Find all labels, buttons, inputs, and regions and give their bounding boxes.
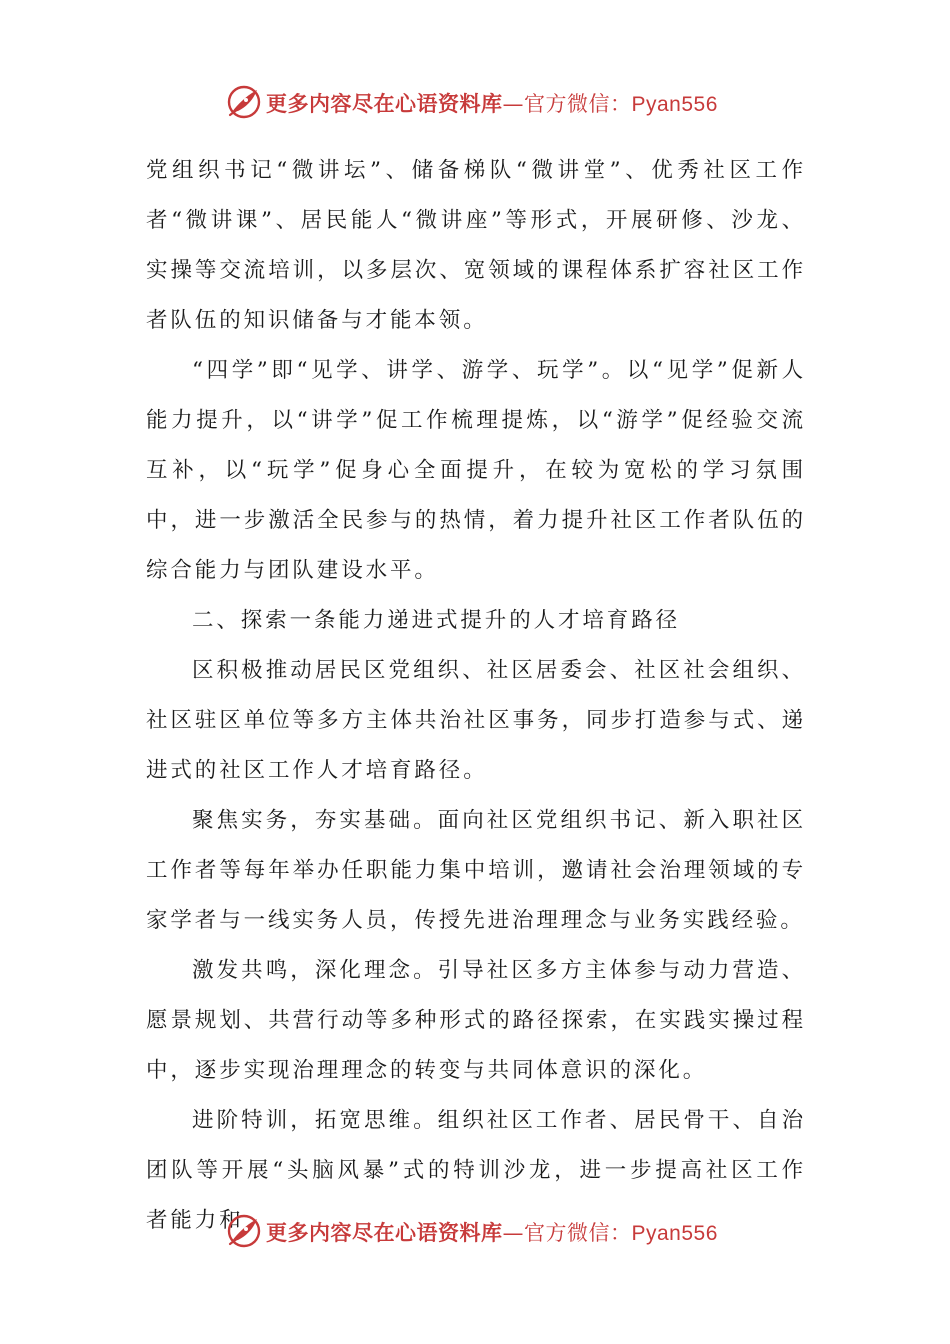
section-heading: 二、探索一条能力递进式提升的人才培育路径 — [192, 608, 681, 633]
paragraph-5: 激发共鸣，深化理念。引导社区多方主体参与动力营造、愿景规划、共营行动等多种形式的路径探索，在实践实操过程中，逐步实现治理理念的转变与共同体意识的深化。 — [146, 958, 806, 1083]
banner-text — [266, 88, 718, 118]
header-banner — [0, 82, 950, 122]
paragraph-2: “四学”即“见学、讲学、游学、玩学”。以“见学”促新人能力提升，以“讲学”促工作梳理提炼，以“游学”促经验交流互补，以“玩学”促身心全面提升，在较为宽松的学习氛围中，进一步激活全民参与的热情，着力提升社区工作者队伍的综合能力与团队建设水平。 — [146, 358, 806, 583]
document-body — [146, 146, 806, 1246]
footer-banner — [0, 1211, 950, 1251]
banner-separator: — — [502, 92, 524, 116]
pen-nib-logo-icon — [226, 84, 262, 120]
paragraph-3: 区积极推动居民区党组织、社区居委会、社区社会组织、社区驻区单位等多方主体共治社区事务，同步打造参与式、递进式的社区工作人才培育路径。 — [146, 658, 806, 783]
pen-nib-logo-icon — [226, 1213, 262, 1249]
banner-wechat-label: 官方微信： — [524, 92, 632, 116]
banner-wechat-label: 官方微信： — [524, 1221, 632, 1245]
banner-main-text: 更多内容尽在心语资料库 — [266, 91, 503, 116]
banner-main-text: 更多内容尽在心语资料库 — [266, 1220, 503, 1245]
banner-separator: — — [502, 1221, 524, 1245]
paragraph-6: 进阶特训，拓宽思维。组织社区工作者、居民骨干、自治团队等开展“头脑风暴”式的特训沙龙，进一步提高社区工作者能力和 — [146, 1108, 806, 1233]
banner-wechat-id: Pyan556 — [631, 93, 718, 116]
banner-text — [266, 1217, 718, 1247]
banner-wechat-id: Pyan556 — [631, 1222, 718, 1245]
paragraph-4: 聚焦实务，夯实基础。面向社区党组织书记、新入职社区工作者等每年举办任职能力集中培训，邀请社会治理领域的专家学者与一线实务人员，传授先进治理理念与业务实践经验。 — [146, 808, 806, 933]
paragraph-1: 党组织书记“微讲坛”、储备梯队“微讲堂”、优秀社区工作者“微讲课”、居民能人“微讲座”等形式，开展研修、沙龙、实操等交流培训，以多层次、宽领域的课程体系扩容社区工作者队伍的知识储备与才能本领。 — [146, 158, 806, 333]
